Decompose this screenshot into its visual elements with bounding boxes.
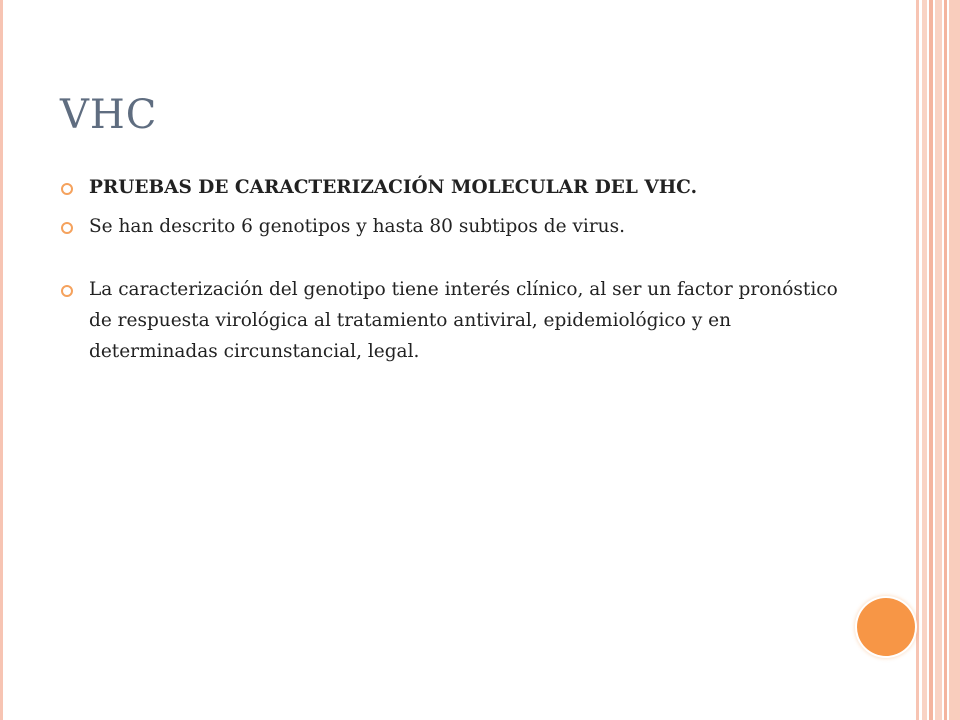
bullet-text: PRUEBAS DE CARACTERIZACIÓN MOLECULAR DEL VHC. <box>89 177 698 198</box>
bullet-item <box>60 172 840 203</box>
bullet-item <box>60 211 840 242</box>
left-border <box>0 0 3 720</box>
bullet-circle-icon <box>61 285 73 297</box>
bullet-text: La caracterización del genotipo tiene interés clínico, al ser un factor pronóstico de respuesta virológica al tratamiento antiviral, epidemiológico y en determinadas circunstancial, legal. <box>89 279 838 362</box>
accent-circle <box>857 598 915 656</box>
bullet-circle-icon <box>61 222 73 234</box>
slide-title: VHC <box>60 92 158 138</box>
bullet-circle-icon <box>61 183 73 195</box>
bullet-text: Se han descrito 6 genotipos y hasta 80 subtipos de virus. <box>89 216 625 237</box>
bullet-list <box>60 172 840 367</box>
decorative-stripes <box>916 0 960 720</box>
bullet-item <box>60 274 840 367</box>
